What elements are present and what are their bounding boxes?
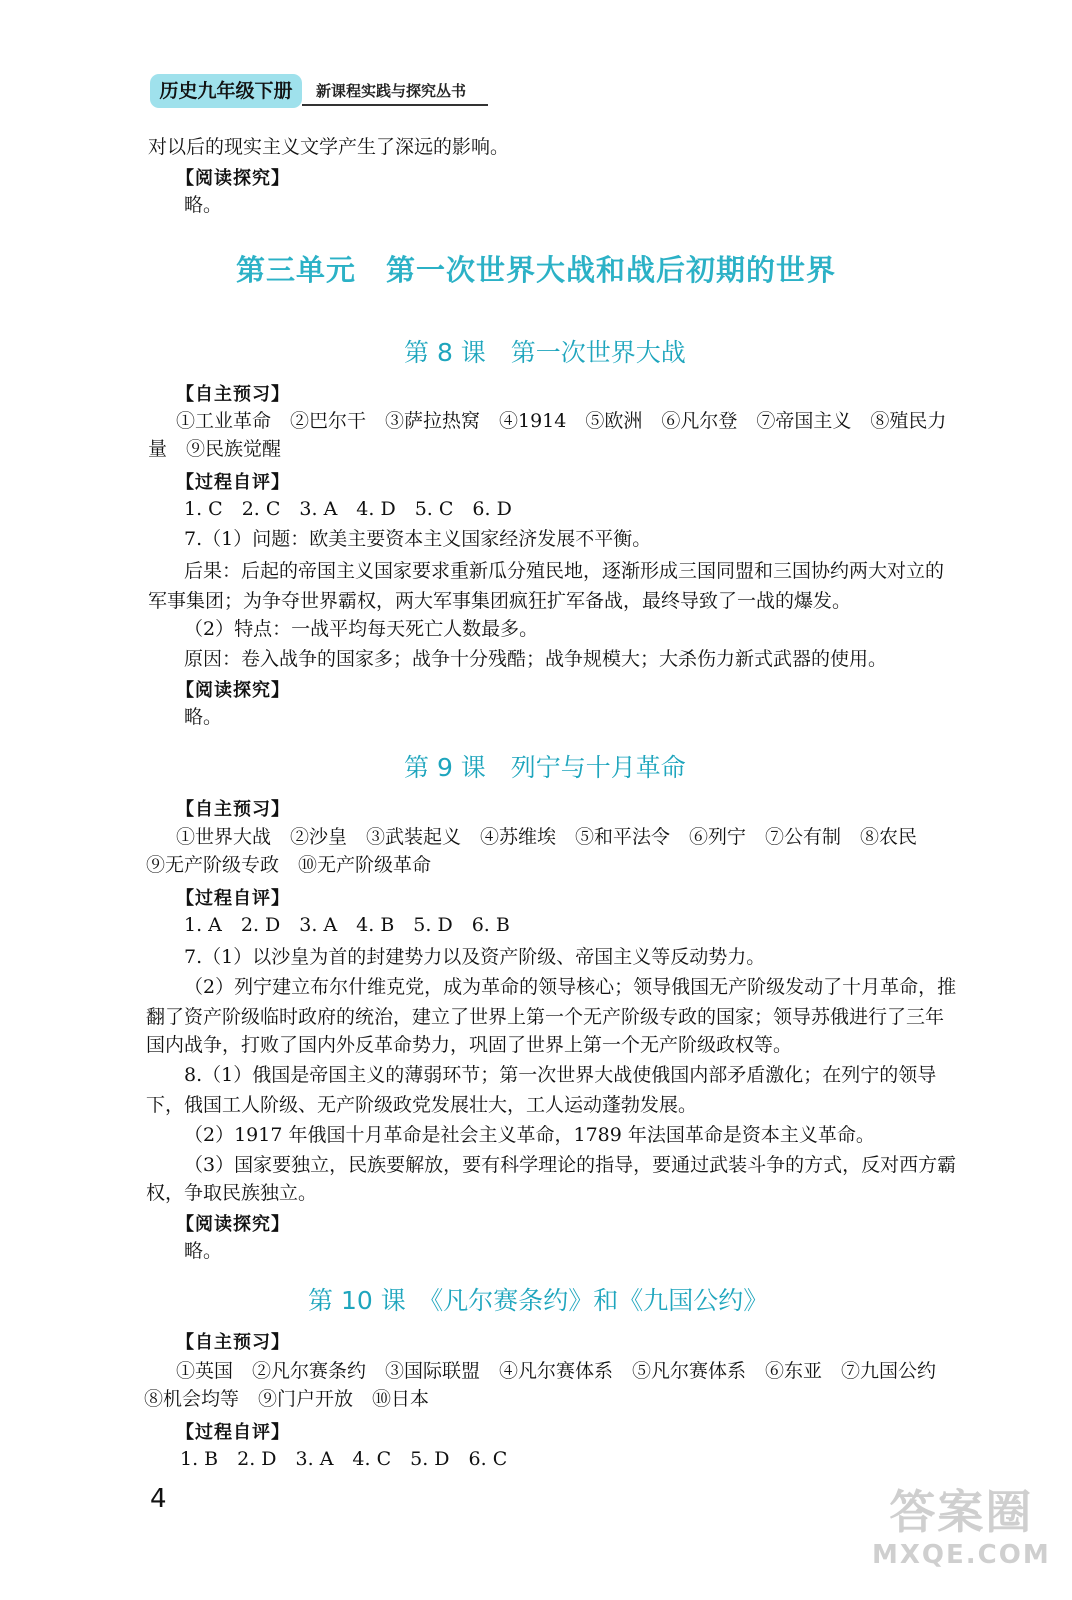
- lesson-9-preview-line-2: ⑨无产阶级专政 ⑩无产阶级革命: [146, 854, 432, 876]
- lesson-9-reading-answer: 略。: [184, 1240, 223, 1262]
- lesson-9-q8-3a: （3）国家要独立，民族要解放，要有科学理论的指导，要通过武装斗争的方式，反对西方霸: [184, 1154, 957, 1176]
- series-title: 新课程实践与探究丛书: [316, 82, 467, 100]
- lesson-9-q7-2b: 翻了资产阶级临时政府的统治，建立了世界上第一个无产阶级专政的国家；领导苏俄进行了三年: [146, 1006, 945, 1028]
- lesson-9-preview-line-1: ①世界大战 ②沙皇 ③武装起义 ④苏维埃 ⑤和平法令 ⑥列宁 ⑦公有制 ⑧农民: [176, 826, 918, 848]
- continued-text: 对以后的现实主义文学产生了深远的影响。: [148, 136, 510, 158]
- lesson-8-preview-line-2: 量 ⑨民族觉醒: [148, 438, 282, 460]
- lesson-9-review-label: 【过程自评】: [176, 888, 290, 909]
- lesson-8-q7-consequence-1: 后果：后起的帝国主义国家要求重新瓜分殖民地，逐渐形成三国同盟和三国协约两大对立的: [184, 560, 945, 582]
- lesson-9-q8-1a: 8.（1）俄国是帝国主义的薄弱环节；第一次世界大战使俄国内部矛盾激化；在列宁的领导: [184, 1064, 937, 1086]
- header-underline: [302, 104, 488, 106]
- watermark-logo: [872, 1484, 1051, 1570]
- lesson-8-q7-1: 7.（1）问题：欧美主要资本主义国家经济发展不平衡。: [184, 528, 652, 550]
- lesson-9-q8-2: （2）1917 年俄国十月革命是社会主义革命，1789 年法国革命是资本主义革命。: [184, 1124, 875, 1146]
- lesson-8-answers: 1. C 2. C 3. A 4. D 5. C 6. D: [184, 498, 512, 520]
- book-title-badge: 历史九年级下册: [150, 74, 302, 108]
- lesson-9-answers: 1. A 2. D 3. A 4. B 5. D 6. B: [184, 914, 510, 936]
- lesson-8-preview-line-1: ①工业革命 ②巴尔干 ③萨拉热窝 ④1914 ⑤欧洲 ⑥凡尔登 ⑦帝国主义 ⑧殖民力: [176, 410, 947, 432]
- lesson-8-review-label: 【过程自评】: [176, 472, 290, 493]
- lesson-9-q8-3b: 权，争取民族独立。: [146, 1182, 318, 1204]
- lesson-9-q7-1: 7.（1）以沙皇为首的封建势力以及资产阶级、帝国主义等反动势力。: [184, 946, 766, 968]
- lesson-9-q8-1b: 下，俄国工人阶级、无产阶级政党发展壮大，工人运动蓬勃发展。: [146, 1094, 698, 1116]
- lesson-9-preview-label: 【自主预习】: [176, 799, 290, 820]
- unit-title: 第三单元 第一次世界大战和战后初期的世界: [235, 253, 836, 287]
- lesson-10-answers: 1. B 2. D 3. A 4. C 5. D 6. C: [180, 1448, 508, 1470]
- page-number: 4: [150, 1484, 167, 1514]
- lesson-9-reading-label: 【阅读探究】: [176, 1214, 290, 1235]
- lesson-8-title: 第 8 课 第一次世界大战: [404, 338, 686, 367]
- watermark-line-2: MXQE.COM: [872, 1540, 1051, 1570]
- lesson-8-q7-reason: 原因：卷入战争的国家多；战争十分残酷；战争规模大；大杀伤力新式武器的使用。: [184, 648, 888, 670]
- lesson-9-q7-2c: 国内战争，打败了国内外反革命势力，巩固了世界上第一个无产阶级政权等。: [146, 1034, 793, 1056]
- lesson-10-preview-line-1: ①英国 ②凡尔赛条约 ③国际联盟 ④凡尔赛体系 ⑤凡尔赛体系 ⑥东亚 ⑦九国公约: [176, 1360, 937, 1382]
- lesson-10-title: 第 10 课 《凡尔赛条约》和《九国公约》: [308, 1286, 769, 1315]
- lesson-8-preview-label: 【自主预习】: [176, 384, 290, 405]
- lesson-9-q7-2a: （2）列宁建立布尔什维克党，成为革命的领导核心；领导俄国无产阶级发动了十月革命，推: [184, 976, 957, 998]
- lesson-8-q7-consequence-2: 军事集团；为争夺世界霸权，两大军事集团疯狂扩军备战，最终导致了一战的爆发。: [148, 590, 852, 612]
- lesson-10-review-label: 【过程自评】: [176, 1422, 290, 1443]
- reading-answer: 略。: [184, 194, 223, 216]
- watermark-line-1: 答案圈: [889, 1485, 1034, 1539]
- lesson-10-preview-line-2: ⑧机会均等 ⑨门户开放 ⑩日本: [144, 1388, 430, 1410]
- lesson-8-reading-label: 【阅读探究】: [176, 680, 290, 701]
- reading-label: 【阅读探究】: [176, 168, 290, 189]
- lesson-8-reading-answer: 略。: [184, 706, 223, 728]
- lesson-10-preview-label: 【自主预习】: [176, 1332, 290, 1353]
- lesson-9-title: 第 9 课 列宁与十月革命: [404, 753, 686, 782]
- lesson-8-q7-2: （2）特点：一战平均每天死亡人数最多。: [184, 618, 539, 640]
